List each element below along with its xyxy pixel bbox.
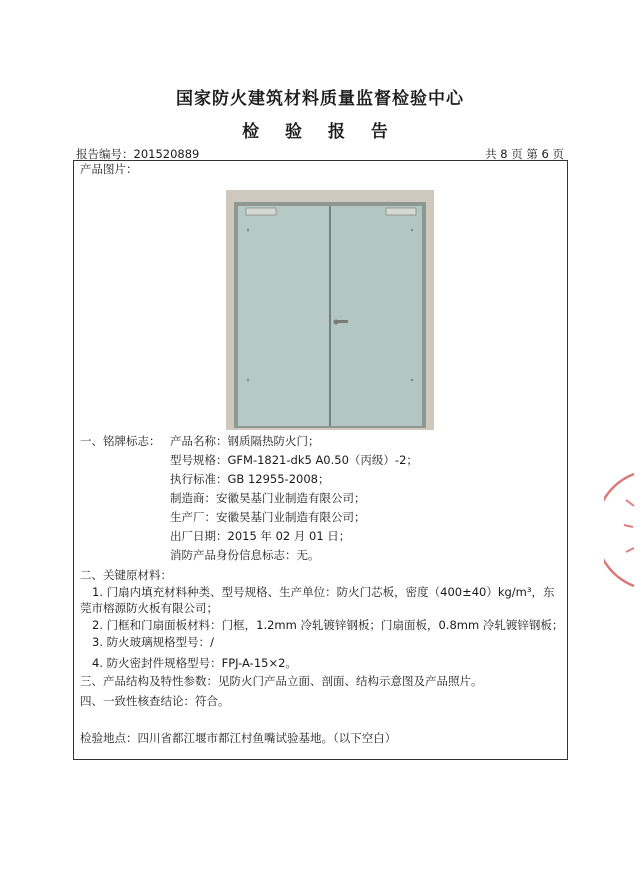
nameplate-line-model: 型号规格：GFM-1821-dk5 A0.50（丙级）-2； bbox=[170, 453, 418, 467]
materials-item-2: 2. 门框和门扇面板材料：门框，1.2mm 冷轧镀锌钢板；门扇面板，0.8mm 冷轧镀锌钢板； bbox=[92, 618, 564, 632]
photo-label: 产品图片： bbox=[80, 162, 138, 176]
page-info: 共 8 页 第 6 页 bbox=[485, 147, 564, 161]
nameplate-heading: 一、铭牌标志： bbox=[80, 434, 161, 448]
rivet-2 bbox=[411, 229, 413, 231]
nameplate-line-manufacturer: 制造商：安徽昊基门业制造有限公司； bbox=[170, 491, 366, 505]
materials-item-1-cont: 莞市榕源防火板有限公司； bbox=[80, 601, 218, 615]
rivet-4 bbox=[411, 379, 413, 381]
right-door-leaf bbox=[331, 206, 422, 426]
structure-section: 三、产品结构及特性参数：见防火门产品立面、剖面、结构示意图及产品照片。 bbox=[80, 674, 483, 688]
materials-item-1: 1. 门扇内填充材料种类、型号规格、生产单位：防火门芯板，密度（400±40）kg/m³，东 bbox=[92, 585, 555, 599]
test-location: 检验地点：四川省都江堰市都江村鱼嘴试验基地。（以下空白） bbox=[80, 731, 397, 745]
nameplate-line-id: 消防产品身份信息标志：无。 bbox=[170, 548, 320, 562]
door-lock-icon bbox=[334, 320, 339, 325]
nameplate-line-factory: 生产厂：安徽昊基门业制造有限公司； bbox=[170, 510, 366, 524]
report-number: 报告编号：201520889 bbox=[76, 147, 200, 161]
nameplate-line-product: 产品名称：钢质隔热防火门； bbox=[170, 434, 320, 448]
rivet-3 bbox=[247, 379, 249, 381]
org-title: 国家防火建筑材料质量监督检验中心 bbox=[176, 89, 464, 109]
product-photo bbox=[226, 190, 434, 430]
conclusion-section: 四、一致性核查结论：符合。 bbox=[80, 694, 230, 708]
left-door-leaf bbox=[238, 206, 329, 426]
door-handle-icon bbox=[338, 320, 348, 323]
materials-item-4: 4. 防火密封件规格型号：FPJ-A-15×2。 bbox=[92, 656, 297, 670]
door-closer-left bbox=[246, 208, 276, 215]
rivet-1 bbox=[247, 229, 249, 231]
door-closer-right bbox=[386, 208, 416, 215]
red-seal-stamp bbox=[604, 470, 640, 590]
materials-item-3: 3. 防火玻璃规格型号：/ bbox=[92, 635, 215, 649]
report-title: 检 验 报 告 bbox=[242, 122, 398, 142]
nameplate-line-standard: 执行标准：GB 12955-2008； bbox=[170, 472, 330, 486]
materials-heading: 二、关键原材料： bbox=[80, 568, 172, 582]
nameplate-line-date: 出厂日期：2015 年 02 月 01 日； bbox=[170, 529, 351, 543]
